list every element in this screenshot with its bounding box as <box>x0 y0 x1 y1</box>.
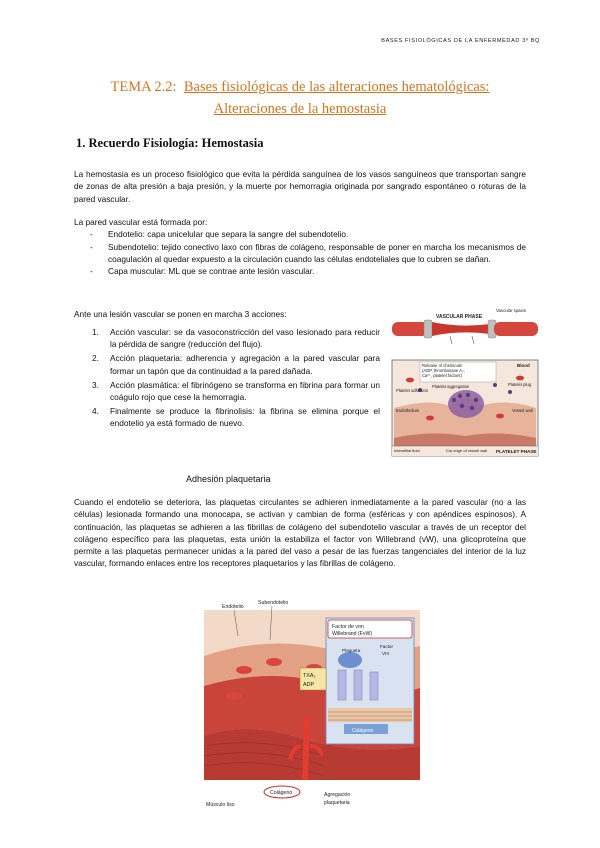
list-item: 2. Acción plaquetaria: adherencia y agregación a la pared vascular para formar un tapón que da continuidad a la pared dañada. <box>92 353 380 376</box>
vascular-phase-label: VASCULAR PHASE <box>436 314 483 320</box>
list-item: 4. Finalmente se produce la fibrinolisis: la fibrina se elimina porque el endotelio ya está formado de nuevo. <box>92 406 380 429</box>
title-prefix: TEMA 2.2: <box>110 79 177 95</box>
document-title <box>0 76 600 120</box>
platelet-plug-label: Platelet plug <box>508 382 532 387</box>
platelet-adhesion-label: Platelet adhesion <box>396 388 429 393</box>
fvw-label-2: Willebrand (FvW) <box>332 631 373 637</box>
txa2-label: TXA₂ <box>303 673 316 679</box>
title-text-1: Bases fisiológicas de las alteraciones hematológicas: <box>183 79 490 95</box>
release-label: Release of chemicals <box>422 363 462 368</box>
hemostasis-phases-figure <box>390 300 540 458</box>
plaqueta-label: Plaqueta <box>342 648 361 653</box>
title-line-2: Alteraciones de la hemostasia <box>213 101 387 117</box>
vascular-spasm-label: Vascular spasm <box>496 308 527 313</box>
cut-edge-label: Cut edge of vessel wall <box>446 448 488 453</box>
colageno-label: Colágeno <box>270 790 293 796</box>
endothelium-label: Endothelium <box>396 408 420 413</box>
colageno-box-label: Colágeno <box>352 728 374 734</box>
platelet-aggregation-label: Platelet aggregation <box>432 384 470 389</box>
section-heading: 1. Recuerdo Fisiología: Hemostasia <box>76 136 264 150</box>
endotelio-label: Endotelio <box>222 604 244 610</box>
vascular-wall-list <box>74 228 526 277</box>
release-label-2: (ADP, thromboxane A₂, <box>422 368 465 373</box>
platelet-phase-label: PLATELET PHASE <box>496 449 537 454</box>
running-header: BASES FISIOLÓGICAS DE LA ENFERMEDAD 3º BQ <box>381 38 540 44</box>
vascular-wall-block <box>74 216 526 277</box>
adhesion-heading: Adhesión plaquetaria <box>186 474 271 484</box>
interstitial-fluid-label: Interstitial fluid <box>394 448 420 453</box>
title-line-1 <box>0 76 600 98</box>
vascular-wall-lead: La pared vascular está formada por: <box>74 217 208 227</box>
agregacion-label-1: Agregación <box>324 792 351 798</box>
list-item: 3. Acción plasmática: el fibrinógeno se transforma en fibrina para formar un coágulo rojo que cese la hemorragia. <box>92 379 380 403</box>
fvw-molecules <box>338 670 378 700</box>
blood-label: Blood <box>517 363 530 368</box>
list-item: - Endotelio: capa unicelular que separa la sangre del subendotelio. <box>74 228 526 240</box>
list-item: 1. Acción vascular: se da vasoconstricción del vaso lesionado para reducir la pérdida de sangre (reducción del flujo). <box>92 327 380 350</box>
actions-lead: Ante una lesión vascular se ponen en marcha 3 acciones: <box>74 309 287 319</box>
list-item: - Subendotelio: tejido conectivo laxo con fibras de colágeno, responsable de poner en marcha los mecanismos de coagulación al quedar expuesto a la circulación cuando las células endoteliales que lo cubren se dañan. <box>74 241 526 266</box>
subendotelio-label: Subendotelio <box>258 600 289 606</box>
factor-viii-label: VIII <box>382 651 389 656</box>
actions-list <box>92 326 380 430</box>
factor-label: Factor <box>380 644 394 649</box>
platelet-adhesion-figure <box>204 596 420 812</box>
list-item: - Capa muscular: ML que se contrae ante lesión vascular. <box>74 265 526 277</box>
vessel-wall-label: Vessel wall <box>512 408 533 413</box>
intro-paragraph: La hemostasia es un proceso fisiológico que evita la pérdida sanguínea de los vasos sanguíneos que transportan sangre de zonas de alta presión a baja presión, y la muerte por hemorragia originada por sangrado espontáneo o roturas de la pared vascular. <box>74 169 526 204</box>
adp-label: ADP <box>303 682 315 688</box>
actions-block <box>92 326 380 432</box>
adhesion-paragraph: Cuando el endotelio se deteriora, las plaquetas circulantes se adhieren inmediatamente a la pared vascular (no a las células) lesionada formando una monocapa, se activan y cambian de forma (esféricas y con apéndices espinosos). A continuación, las plaquetas se adhieren a las fibrillas de colágeno del subendotelio vascular a través de un receptor del colágeno específico para las plaquetas, esta unión la estabiliza el factor von Willebrand (vW), una glicoproteína que permite a las plaquetas permanecer unidas a la pared del vaso a pesar de las fuerzas tangenciales del interior de la luz vascular, formando enlaces entre los receptores plaquetarios y las fibrillas de colágeno. <box>74 497 526 569</box>
vascular-phase-vessel <box>392 320 538 344</box>
release-label-3: Ca²⁺, platelet factors) <box>422 373 462 378</box>
agregacion-label-2: plaquetaria <box>324 800 350 806</box>
fvw-label-1: Factor de von <box>332 624 364 630</box>
musculo-liso-label: Músculo liso <box>206 802 235 808</box>
